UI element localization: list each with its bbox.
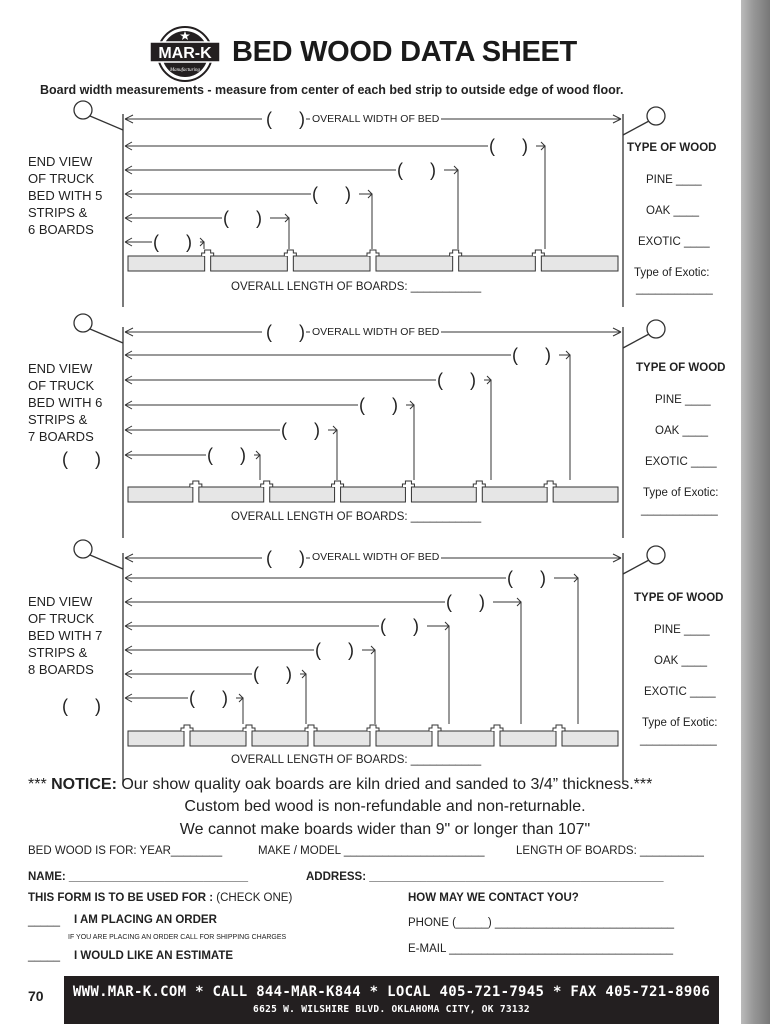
section3-bed-strip	[181, 725, 193, 731]
section3-measure-paren-close: )	[540, 568, 546, 588]
section3-measure-paren-close: )	[348, 640, 354, 660]
notice-line1: *** NOTICE: Our show quality oak boards are kiln dried and sanded to 3/4” thickness.***	[28, 776, 653, 793]
wood-type-title: TYPE OF WOOD	[636, 362, 726, 374]
section2-bed-strip	[402, 481, 414, 487]
section3-measure-paren-open: (	[446, 592, 452, 612]
section3-measure-paren-close: )	[286, 664, 292, 684]
section1-measure-paren-close: )	[345, 184, 351, 204]
exotic-type-field[interactable]: ____________	[640, 734, 717, 746]
section1-measure-paren-open: (	[223, 208, 229, 228]
section2-measure-paren-open: (	[207, 445, 213, 465]
section2-bed-strip	[332, 481, 344, 487]
length-of-boards-field[interactable]: LENGTH OF BOARDS: __________	[516, 845, 704, 857]
section3-measure-paren-open: (	[253, 664, 259, 684]
section3-measure-paren-open: (	[189, 688, 195, 708]
exotic-type-label: Type of Exotic:	[634, 267, 710, 279]
section3-right-rail	[647, 546, 665, 564]
section3-board	[252, 731, 308, 746]
section1-bed-strip	[450, 250, 462, 256]
section1-bed-strip	[202, 250, 214, 256]
exotic-type-label: Type of Exotic:	[643, 487, 719, 499]
section2-measure-paren-open: (	[437, 370, 443, 390]
section2-right-rail-line	[623, 334, 649, 348]
section3-measure-leader	[300, 674, 306, 724]
section3-left-rail-line	[90, 555, 123, 569]
section1-left-rail-line	[90, 116, 123, 130]
section1-measure-paren-close: )	[522, 136, 528, 156]
estimate-checkbox[interactable]: _____	[28, 950, 60, 962]
section3-measure-leader	[554, 578, 578, 724]
section3-board	[314, 731, 370, 746]
section3-measure-paren-open: (	[315, 640, 321, 660]
section1-bed-strip	[367, 250, 379, 256]
email-field[interactable]: E-MAIL ___________________________________	[408, 943, 673, 955]
section3-bed-strip	[429, 725, 441, 731]
page-subtitle: Board width measurements - measure from center of each bed strip to outside edge of wood floor.	[40, 83, 624, 97]
section2-label: END VIEW OF TRUCK BED WITH 6 STRIPS & 7 BOARDS	[28, 361, 103, 444]
section2-board	[199, 487, 264, 502]
section3-bed-strip	[553, 725, 565, 731]
section3-measure-paren-open: (	[507, 568, 513, 588]
section3-measure-paren-close: )	[222, 688, 228, 708]
section3-board	[562, 731, 618, 746]
section3-bed-strip	[305, 725, 317, 731]
section1-left-rail	[74, 101, 92, 119]
section3-board	[438, 731, 494, 746]
section1-measure-paren-open: (	[489, 136, 495, 156]
section1-measure-leader	[270, 218, 289, 249]
section2-measure-leader	[254, 455, 260, 480]
section1-right-rail-line	[623, 121, 649, 135]
section3-board	[128, 731, 184, 746]
footer-address: 6625 W. WILSHIRE BLVD. OKLAHOMA CITY, OK 73132	[253, 1004, 530, 1015]
exotic-option[interactable]: EXOTIC ____	[645, 456, 717, 468]
section2-measure-leader	[406, 405, 414, 480]
order-option-label: I AM PLACING AN ORDER	[74, 914, 217, 926]
year-field[interactable]: BED WOOD IS FOR: YEAR________	[28, 845, 223, 857]
section2-measure-paren-close: )	[545, 345, 551, 365]
section2-board	[270, 487, 335, 502]
oak-option[interactable]: OAK ____	[646, 205, 700, 217]
section1-measure-leader	[536, 146, 545, 249]
footer-contact: WWW.MAR-K.COM * CALL 844-MAR-K844 * LOCAL 405-721-7945 * FAX 405-721-8906	[72, 984, 711, 1000]
section1-board	[459, 256, 536, 271]
section2-bed-strip	[261, 481, 273, 487]
section1-right-rail	[647, 107, 665, 125]
section3-measure-leader	[493, 602, 521, 724]
section1-measure-paren-close: )	[256, 208, 262, 228]
section2-measure-leader	[484, 380, 491, 480]
page-number: 70	[28, 988, 44, 1004]
section3-measure-leader	[362, 650, 375, 724]
phone-field[interactable]: PHONE (_____) ____________________________	[408, 917, 675, 929]
overall-width-label: OVERALL WIDTH OF BED	[312, 113, 440, 125]
section1-board	[293, 256, 370, 271]
logo-subtext: Manufacturing	[170, 68, 200, 73]
section2-board	[411, 487, 476, 502]
section2-board	[128, 487, 193, 502]
form-use-label: THIS FORM IS TO BE USED FOR : (CHECK ONE)	[28, 892, 293, 904]
section1-bed-strip	[284, 250, 296, 256]
section3-loose-paren-close: )	[95, 696, 101, 716]
section3-board	[190, 731, 246, 746]
section3-measure-paren-open: (	[380, 616, 386, 636]
section2-measure-paren-close: )	[240, 445, 246, 465]
section3-loose-paren-open: (	[62, 696, 68, 716]
overall-length-field[interactable]: OVERALL LENGTH OF BOARDS: ___________	[231, 511, 482, 523]
section1-board	[376, 256, 453, 271]
section2-left-rail	[74, 314, 92, 332]
section3-bed-strip	[491, 725, 503, 731]
pine-option[interactable]: PINE ____	[655, 394, 711, 406]
section2-width-paren-open: (	[266, 322, 272, 342]
section3-measure-paren-close: )	[479, 592, 485, 612]
section2-left-rail-line	[90, 329, 123, 343]
section1-board	[541, 256, 618, 271]
section2-bed-strip	[190, 481, 202, 487]
address-field[interactable]: ADDRESS: ______________________________________________	[306, 871, 664, 883]
section3-width-paren-open: (	[266, 548, 272, 568]
section3-measure-leader	[427, 626, 449, 724]
section1-measure-paren-open: (	[312, 184, 318, 204]
section1-board	[128, 256, 205, 271]
notice-line3: We cannot make boards wider than 9" or longer than 107"	[179, 821, 591, 838]
section1-bed-strip	[532, 250, 544, 256]
section2-measure-paren-close: )	[392, 395, 398, 415]
order-checkbox[interactable]: _____	[28, 915, 60, 927]
make-model-field[interactable]: MAKE / MODEL ______________________	[258, 845, 485, 857]
wood-type-title: TYPE OF WOOD	[634, 592, 724, 604]
section3-right-rail-line	[623, 560, 649, 574]
section1-measure-paren-open: (	[153, 232, 159, 252]
section2-measure-leader	[328, 430, 337, 480]
section3-board	[500, 731, 556, 746]
logo-text: MAR-K	[158, 45, 212, 62]
section3-width-paren-close: )	[299, 548, 305, 568]
section2-board	[341, 487, 406, 502]
oak-option[interactable]: OAK ____	[655, 425, 709, 437]
exotic-option[interactable]: EXOTIC ____	[638, 236, 710, 248]
section1-label: END VIEW OF TRUCK BED WITH 5 STRIPS & 6 BOARDS	[28, 154, 103, 237]
section3-label: END VIEW OF TRUCK BED WITH 7 STRIPS & 8 BOARDS	[28, 594, 103, 677]
section2-bed-strip	[473, 481, 485, 487]
exotic-type-label: Type of Exotic:	[642, 717, 718, 729]
section2-measure-paren-open: (	[359, 395, 365, 415]
section3-bed-strip	[243, 725, 255, 731]
overall-width-label: OVERALL WIDTH OF BED	[312, 551, 440, 563]
section2-measure-paren-close: )	[314, 420, 320, 440]
section2-measure-paren-open: (	[512, 345, 518, 365]
overall-width-label: OVERALL WIDTH OF BED	[312, 326, 440, 338]
overall-length-field[interactable]: OVERALL LENGTH OF BOARDS: ___________	[231, 281, 482, 293]
section2-measure-paren-open: (	[281, 420, 287, 440]
estimate-option-label: I WOULD LIKE AN ESTIMATE	[74, 950, 234, 962]
exotic-type-field[interactable]: ____________	[636, 283, 713, 295]
section1-measure-leader	[444, 170, 458, 249]
section1-width-paren-close: )	[299, 109, 305, 129]
order-note: IF YOU ARE PLACING AN ORDER CALL FOR SHIPPING CHARGES	[68, 934, 287, 941]
pine-option[interactable]: PINE ____	[654, 624, 710, 636]
exotic-type-field[interactable]: ____________	[641, 504, 718, 516]
footer-bar	[64, 976, 719, 1024]
section1-measure-paren-open: (	[397, 160, 403, 180]
exotic-option[interactable]: EXOTIC ____	[644, 686, 716, 698]
section2-loose-paren-open: (	[62, 449, 68, 469]
page-title: BED WOOD DATA SHEET	[232, 36, 577, 68]
wood-type-title: TYPE OF WOOD	[627, 142, 717, 154]
section3-measure-paren-close: )	[413, 616, 419, 636]
section3-bed-strip	[367, 725, 379, 731]
name-field[interactable]: NAME: ____________________________	[28, 871, 248, 883]
section1-width-paren-open: (	[266, 109, 272, 129]
section1-measure-paren-close: )	[186, 232, 192, 252]
section1-board	[211, 256, 288, 271]
section2-right-rail	[647, 320, 665, 338]
section3-left-rail	[74, 540, 92, 558]
section2-width-paren-close: )	[299, 322, 305, 342]
section3-board	[376, 731, 432, 746]
notice-line2: Custom bed wood is non-refundable and non-returnable.	[184, 798, 586, 815]
section1-measure-paren-close: )	[430, 160, 436, 180]
oak-option[interactable]: OAK ____	[654, 655, 708, 667]
section2-bed-strip	[544, 481, 556, 487]
section2-board	[482, 487, 547, 502]
section2-board	[553, 487, 618, 502]
pine-option[interactable]: PINE ____	[646, 174, 702, 186]
overall-length-field[interactable]: OVERALL LENGTH OF BOARDS: ___________	[231, 754, 482, 766]
section2-loose-paren-close: )	[95, 449, 101, 469]
section2-measure-paren-close: )	[470, 370, 476, 390]
contact-title: HOW MAY WE CONTACT YOU?	[408, 892, 579, 904]
section1-measure-leader	[359, 194, 372, 249]
section2-measure-leader	[559, 355, 570, 480]
